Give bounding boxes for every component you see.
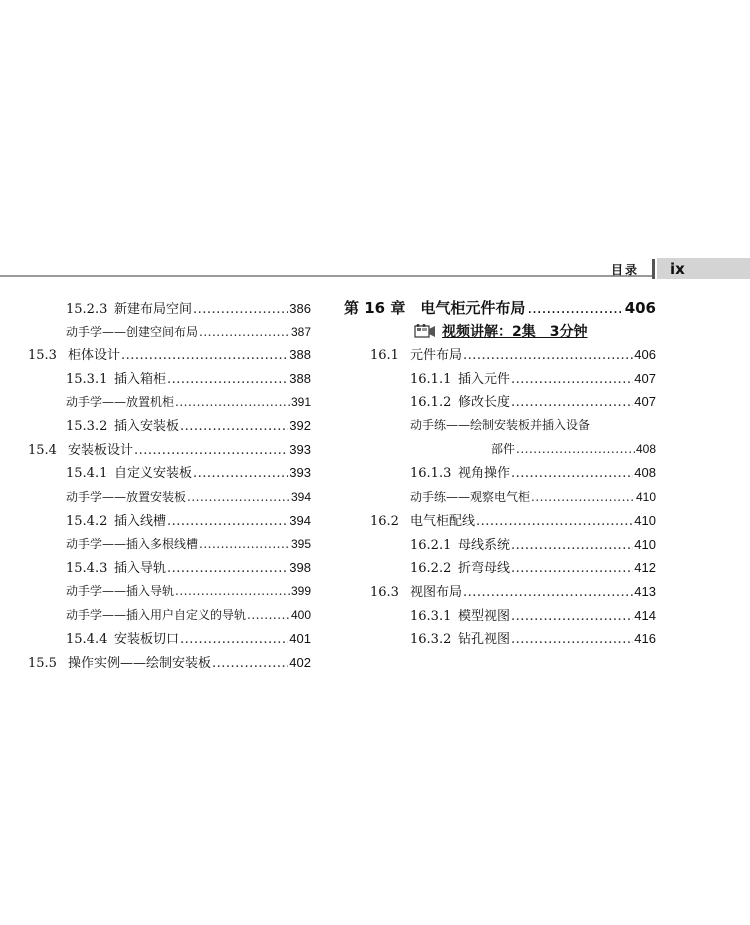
entry-page: 392 xyxy=(289,418,311,433)
toc-entry[interactable] xyxy=(66,513,311,530)
entry-label: 操作实例——绘制安装板 xyxy=(68,656,212,671)
entry-page: 407 xyxy=(634,371,656,386)
toc-entry[interactable] xyxy=(410,394,656,411)
entry-page: 395 xyxy=(290,537,311,551)
entry-number: 15.5 xyxy=(28,656,57,671)
entry-number: 16.2.2 xyxy=(410,561,452,576)
entry-page: 393 xyxy=(289,465,311,480)
leader-dots xyxy=(527,299,622,317)
entry-label: 动手学——放置机柜 xyxy=(66,395,175,409)
toc-entry[interactable] xyxy=(410,371,656,388)
toc-entry[interactable] xyxy=(66,489,311,505)
page-number: ix xyxy=(670,260,685,278)
entry-number: 16.2 xyxy=(370,514,399,529)
entry-label: 动手练——观察电气柜 xyxy=(410,490,531,504)
toc-entry[interactable] xyxy=(410,417,656,433)
leader-dots xyxy=(193,466,288,482)
entry-page: 398 xyxy=(289,560,311,575)
entry-label: 动手学——放置安装板 xyxy=(66,490,187,504)
toc-entry[interactable] xyxy=(28,442,311,459)
entry-label: 修改长度 xyxy=(458,395,511,410)
leader-dots xyxy=(476,514,633,530)
entry-label: 钻孔视图 xyxy=(458,632,511,647)
toc-entry[interactable] xyxy=(410,465,656,482)
entry-page: 406 xyxy=(634,347,656,362)
leader-dots xyxy=(511,632,633,648)
entry-label: 折弯母线 xyxy=(458,561,511,576)
toc-entry[interactable] xyxy=(410,537,656,554)
entry-label: 动手练——绘制安装板并插入设备 xyxy=(410,418,591,432)
entry-label: 自定义安装板 xyxy=(114,466,193,481)
entry-page: 407 xyxy=(634,394,656,409)
entry-label: 动手学——插入用户自定义的导轨 xyxy=(66,608,247,622)
entry-page: 410 xyxy=(635,490,656,504)
leader-dots xyxy=(511,395,633,411)
entry-page: 412 xyxy=(634,560,656,575)
entry-number: 15.4 xyxy=(28,443,57,458)
leader-dots xyxy=(180,632,288,648)
entry-number: 16.1 xyxy=(370,348,399,363)
leader-dots xyxy=(511,466,633,482)
toc-entry[interactable] xyxy=(66,418,311,435)
entry-label: 模型视图 xyxy=(458,609,511,624)
leader-dots xyxy=(463,348,633,364)
entry-number: 15.4.4 xyxy=(66,632,108,647)
entry-page: 387 xyxy=(290,325,311,339)
entry-label: 新建布局空间 xyxy=(114,302,193,317)
entry-label: 柜体设计 xyxy=(68,348,121,363)
header-rule xyxy=(0,275,655,277)
entry-number: 15.3.1 xyxy=(66,372,108,387)
leader-dots xyxy=(199,324,290,340)
toc-entry[interactable] xyxy=(28,347,311,364)
leader-dots xyxy=(193,302,288,318)
entry-label: 动手学——插入导轨 xyxy=(66,584,175,598)
leader-dots xyxy=(121,348,288,364)
entry-label: 视图布局 xyxy=(410,585,463,600)
entry-page: 399 xyxy=(290,584,311,598)
entry-number: 15.4.1 xyxy=(66,466,108,481)
toc-entry[interactable] xyxy=(28,655,311,672)
entry-page: 394 xyxy=(289,513,311,528)
toc-entry[interactable] xyxy=(66,324,311,340)
leader-dots xyxy=(167,372,288,388)
leader-dots xyxy=(247,607,290,623)
video-camera-icon xyxy=(414,324,436,338)
leader-dots xyxy=(531,489,635,505)
toc-entry[interactable] xyxy=(66,631,311,648)
leader-dots xyxy=(511,561,633,577)
leader-dots xyxy=(511,538,633,554)
entry-page: 388 xyxy=(289,347,311,362)
entry-page: 402 xyxy=(289,655,311,670)
entry-number: 16.2.1 xyxy=(410,538,452,553)
entry-number: 15.4.3 xyxy=(66,561,108,576)
entry-number: 15.4.2 xyxy=(66,514,108,529)
header-separator xyxy=(652,259,655,279)
entry-label: 插入导轨 xyxy=(114,561,167,576)
entry-label: 插入元件 xyxy=(458,372,511,387)
entry-page: 410 xyxy=(634,537,656,552)
entry-label: 插入安装板 xyxy=(114,419,180,434)
toc-entry[interactable] xyxy=(66,560,311,577)
leader-dots xyxy=(199,536,290,552)
entry-number: 15.2.3 xyxy=(66,302,108,317)
entry-page: 401 xyxy=(289,631,311,646)
leader-dots xyxy=(180,419,288,435)
entry-number: 16.3 xyxy=(370,585,399,600)
entry-page: 388 xyxy=(289,371,311,386)
entry-label: 动手学——插入多根线槽 xyxy=(66,537,199,551)
chapter-page: 406 xyxy=(624,299,656,317)
toc-entry[interactable] xyxy=(370,513,656,530)
entry-label: 安装板设计 xyxy=(68,443,134,458)
entry-label: 安装板切口 xyxy=(114,632,180,647)
entry-label: 动手学——创建空间布局 xyxy=(66,325,199,339)
toc-entry[interactable] xyxy=(66,394,311,410)
video-lecture-note xyxy=(414,321,587,341)
header-title: 目录 xyxy=(611,263,640,277)
entry-number: 16.1.1 xyxy=(410,372,452,387)
entry-page: 391 xyxy=(290,395,311,409)
leader-dots xyxy=(511,372,633,388)
chapter-heading[interactable] xyxy=(344,297,656,318)
entry-label: 电气柜配线 xyxy=(410,514,476,529)
toc-entry[interactable] xyxy=(410,631,656,648)
leader-dots xyxy=(463,585,633,601)
toc-entry[interactable] xyxy=(66,536,311,552)
toc-entry[interactable] xyxy=(66,301,311,318)
entry-number: 16.1.2 xyxy=(410,395,452,410)
entry-label: 元件布局 xyxy=(410,348,463,363)
entry-label: 插入线槽 xyxy=(114,514,167,529)
entry-page: 393 xyxy=(289,442,311,457)
leader-dots xyxy=(134,443,288,459)
toc-entry[interactable] xyxy=(410,608,656,625)
toc-entry[interactable] xyxy=(410,489,656,505)
entry-page: 410 xyxy=(634,513,656,528)
toc-entry[interactable] xyxy=(66,371,311,388)
leader-dots xyxy=(175,394,290,410)
entry-number: 15.3.2 xyxy=(66,419,108,434)
entry-label: 部件 xyxy=(491,442,516,456)
leader-dots xyxy=(511,609,633,625)
entry-page: 414 xyxy=(634,608,656,623)
toc-entry[interactable] xyxy=(370,347,656,364)
toc-entry[interactable] xyxy=(410,560,656,577)
video-label: 视频讲解：2集 3分钟 xyxy=(442,324,588,340)
entry-label: 插入箱柜 xyxy=(114,372,167,387)
entry-label: 视角操作 xyxy=(458,466,511,481)
entry-number: 16.1.3 xyxy=(410,466,452,481)
entry-number: 16.3.1 xyxy=(410,609,452,624)
leader-dots xyxy=(175,583,290,599)
entry-number: 16.3.2 xyxy=(410,632,452,647)
toc-entry-continuation[interactable] xyxy=(491,441,656,457)
chapter-title: 第 16 章 电气柜元件布局 xyxy=(344,299,526,317)
entry-page: 408 xyxy=(634,465,656,480)
entry-page: 416 xyxy=(634,631,656,646)
entry-label: 母线系统 xyxy=(458,538,511,553)
toc-entry[interactable] xyxy=(66,465,311,482)
entry-page: 394 xyxy=(290,490,311,504)
leader-dots xyxy=(516,441,635,457)
entry-page: 408 xyxy=(635,442,656,456)
leader-dots xyxy=(167,514,288,530)
entry-page: 400 xyxy=(290,608,311,622)
leader-dots xyxy=(167,561,288,577)
toc-entry[interactable] xyxy=(66,607,311,623)
leader-dots xyxy=(187,489,290,505)
toc-entry[interactable] xyxy=(370,584,656,601)
toc-entry[interactable] xyxy=(66,583,311,599)
entry-page: 413 xyxy=(634,584,656,599)
leader-dots xyxy=(212,656,288,672)
entry-number: 15.3 xyxy=(28,348,57,363)
entry-page: 386 xyxy=(289,301,311,316)
